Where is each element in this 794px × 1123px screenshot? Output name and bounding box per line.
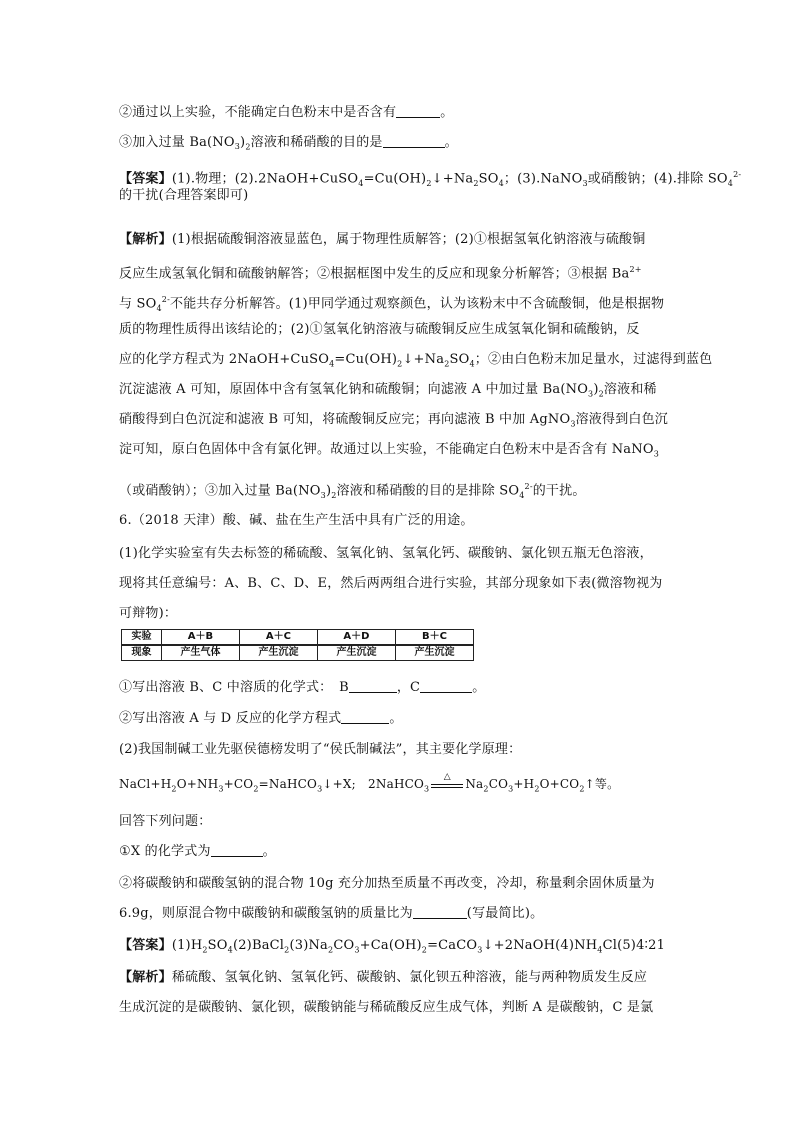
text: 溶液和稀硝酸的目的是排除 SO bbox=[336, 483, 520, 499]
subscript: 2 bbox=[202, 945, 208, 955]
answer-blank bbox=[413, 905, 467, 919]
text: +H bbox=[513, 777, 535, 791]
table-cell: A＋D bbox=[317, 630, 395, 646]
text: 。 bbox=[444, 135, 458, 150]
subscript: 2 bbox=[534, 784, 540, 794]
subscript: 2 bbox=[444, 359, 450, 369]
analysis-line bbox=[119, 969, 679, 987]
answer-tag: 【答案】 bbox=[119, 938, 172, 953]
answer-blank bbox=[420, 679, 472, 693]
subscript: 3 bbox=[317, 784, 323, 794]
subscript: 3 bbox=[424, 784, 430, 794]
table-cell: A＋B bbox=[161, 630, 239, 646]
subscript: 3 bbox=[653, 449, 659, 459]
subscript: 3 bbox=[320, 490, 326, 500]
text: ↓+Na bbox=[431, 171, 474, 187]
analysis-line bbox=[119, 999, 679, 1017]
text: 溶液得到白色沉 bbox=[575, 412, 669, 427]
text: 或硝酸钠；(4).排除 SO bbox=[587, 171, 728, 187]
text: =NaHCO bbox=[258, 777, 318, 791]
text: ③加入过量 Ba(NO bbox=[119, 135, 235, 150]
equation-line bbox=[119, 772, 679, 798]
superscript: 2- bbox=[733, 170, 742, 179]
text: ；(3).NaNO bbox=[503, 171, 583, 187]
text: ②写出溶液 A 与 D 反应的化学方程式 bbox=[119, 711, 342, 726]
text: 现将其任意编号：A、B、C、D、E，然后两两组合进行实验，其部分现象如下表(微溶物视为 bbox=[119, 576, 663, 591]
table-header-row bbox=[122, 630, 474, 646]
text: SO bbox=[207, 938, 228, 953]
analysis-line bbox=[119, 261, 679, 283]
text: Cl(5)4∶21 bbox=[602, 938, 666, 953]
text: O+CO bbox=[539, 777, 580, 791]
subscript: 4 bbox=[227, 945, 233, 955]
subscript: 2 bbox=[284, 945, 290, 955]
text: Na bbox=[465, 777, 484, 791]
answer-blank bbox=[211, 843, 263, 857]
text: ②将碳酸钠和碳酸氢钠的混合物 10g 充分加热至质量不再改变，冷却，称量剩余固休质量为 bbox=[119, 876, 655, 891]
question-line bbox=[119, 134, 679, 157]
superscript: 2- bbox=[161, 295, 170, 304]
answer-blank bbox=[396, 104, 440, 118]
text: NaCl+H bbox=[119, 777, 172, 791]
superscript: 2+ bbox=[629, 265, 642, 274]
text: ↓+Na bbox=[402, 352, 445, 367]
text: 溶液和稀硝酸的目的是 bbox=[250, 135, 383, 150]
answer-line bbox=[119, 187, 679, 205]
text: 。 bbox=[262, 844, 276, 859]
subscript: 2 bbox=[245, 142, 251, 152]
text: =Cu(OH) bbox=[334, 352, 398, 367]
equals-line bbox=[431, 784, 463, 785]
text: 。 bbox=[389, 711, 403, 726]
text: ①X 的化学式为 bbox=[119, 844, 211, 859]
subscript: 4 bbox=[156, 303, 162, 313]
subscript: 2 bbox=[397, 359, 403, 369]
text: 的干扰。 bbox=[532, 483, 586, 499]
text: ) bbox=[325, 483, 332, 499]
subscript: 3 bbox=[570, 419, 576, 429]
delta-icon: △ bbox=[443, 772, 451, 782]
answer-tag: 【答案】 bbox=[119, 171, 172, 187]
subscript: 3 bbox=[234, 142, 241, 151]
table-cell: A＋C bbox=[239, 630, 317, 646]
text: ) bbox=[240, 135, 246, 150]
text: 。 bbox=[440, 105, 454, 120]
text: 质的物理性质得出该结论的；(2)①氢氧化钠溶液与硫酸铜反应生成氢氧化铜和硫酸钠，反 bbox=[119, 322, 640, 337]
table-cell: 产生沉淀 bbox=[395, 645, 473, 661]
answer-blank bbox=[349, 679, 397, 693]
text: (2)我国制碱工业先驱侯德榜发明了“侯氏制碱法”，其主要化学原理： bbox=[119, 742, 522, 757]
text: ②通过以上实验，不能确定白色粉末中是否含有 bbox=[119, 105, 397, 120]
text: =Cu(OH) bbox=[363, 171, 427, 187]
text: 可辩物)： bbox=[119, 606, 178, 621]
subscript: 4 bbox=[358, 178, 364, 188]
analysis-line bbox=[119, 351, 713, 374]
text: 不能共存分析解答。(1)甲同学通过观察颜色，认为该粉末中不含硫酸铜，他是根据物 bbox=[170, 296, 665, 312]
text: (写最简比)。 bbox=[466, 906, 544, 921]
text: 溶液和稀 bbox=[603, 382, 657, 397]
superscript: 2- bbox=[524, 482, 533, 491]
text: 应的化学方程式为 2NaOH+CuSO bbox=[119, 352, 330, 367]
heat-condition-sign bbox=[430, 772, 464, 791]
question-line bbox=[119, 741, 679, 759]
subscript: 4 bbox=[597, 945, 603, 955]
text: (1)H bbox=[171, 938, 203, 953]
subscript: 2 bbox=[483, 784, 489, 794]
question-line bbox=[119, 104, 679, 122]
text: SO bbox=[478, 171, 499, 187]
subscript: 4 bbox=[498, 178, 504, 188]
text: 沉淀滤液 A 可知，原固体中含有氢氧化钠和硫酸铜；向滤液 A 中加过量 Ba(NO bbox=[119, 382, 589, 397]
text: 稀硫酸、氢氧化钠、氢氧化钙、碳酸钠、氯化钡五种溶液，能与两种物质发生反应 bbox=[171, 970, 648, 985]
text: ↓+2NaOH(4)NH bbox=[482, 938, 598, 953]
question-title bbox=[119, 512, 679, 530]
analysis-line bbox=[119, 441, 679, 464]
analysis-line bbox=[119, 291, 679, 318]
analysis-tag: 【解析】 bbox=[119, 232, 172, 247]
text: 。 bbox=[472, 680, 486, 695]
question-line bbox=[119, 545, 679, 563]
analysis-line bbox=[119, 381, 679, 404]
answer-blank bbox=[383, 134, 445, 148]
question-line bbox=[119, 905, 679, 923]
analysis-line bbox=[119, 478, 679, 505]
subscript: 4 bbox=[727, 178, 734, 188]
subscript: 2 bbox=[598, 389, 604, 399]
text: (2)BaCl bbox=[232, 938, 285, 953]
text: ) bbox=[593, 382, 599, 397]
observation-table bbox=[121, 629, 474, 661]
question-line bbox=[119, 605, 679, 623]
subscript: 2 bbox=[473, 178, 479, 188]
equals-line bbox=[431, 787, 463, 788]
table-row bbox=[122, 645, 474, 661]
analysis-line bbox=[119, 231, 679, 249]
text: (1)化学实验室有失去标签的稀硫酸、氢氧化钠、氢氧化钙、碳酸钠、氯化钡五瓶无色溶液， bbox=[119, 546, 653, 561]
text: O+NH bbox=[176, 777, 219, 791]
table-cell: 实验 bbox=[122, 630, 162, 646]
text: 回答下列问题： bbox=[119, 814, 212, 829]
subscript: 2 bbox=[421, 945, 428, 955]
text: CO bbox=[333, 938, 355, 953]
answer-blank bbox=[341, 710, 389, 724]
subscript: 2 bbox=[328, 945, 334, 955]
table-cell: 现象 bbox=[122, 645, 162, 661]
subscript: 3 bbox=[508, 784, 514, 794]
table-cell: 产生沉淀 bbox=[317, 645, 395, 661]
text: (1)根据硫酸铜溶液显蓝色，属于物理性质解答；(2)①根据氢氧化钠溶液与硫酸铜 bbox=[171, 232, 646, 247]
subscript: 2 bbox=[171, 784, 177, 794]
subscript: 4 bbox=[329, 359, 335, 369]
text: ↑等。 bbox=[584, 777, 620, 791]
text: 6.（2018 天津）酸、碱、盐在生产生活中具有广泛的用途。 bbox=[119, 513, 474, 528]
question-line bbox=[119, 813, 679, 831]
text: ，C bbox=[396, 680, 421, 695]
question-line bbox=[119, 710, 679, 728]
subscript: 2 bbox=[331, 490, 337, 500]
text: 与 SO bbox=[119, 296, 157, 312]
question-line bbox=[119, 679, 679, 697]
text: ；②由白色粉末加足量水，过滤得到蓝色 bbox=[474, 352, 713, 367]
subscript: 4 bbox=[469, 359, 475, 369]
subscript: 2 bbox=[579, 784, 585, 794]
question-line bbox=[119, 875, 679, 893]
table-cell: 产生气体 bbox=[161, 645, 239, 661]
subscript: 2 bbox=[253, 784, 259, 794]
text: CO bbox=[488, 777, 509, 791]
subscript: 3 bbox=[218, 784, 224, 794]
text: ①写出溶液 B、C 中溶质的化学式： B bbox=[119, 680, 349, 695]
question-line bbox=[119, 575, 679, 593]
question-line bbox=[119, 843, 679, 861]
subscript: 3 bbox=[588, 389, 594, 399]
subscript: 3 bbox=[582, 178, 588, 188]
table-cell: B＋C bbox=[395, 630, 473, 646]
text: 反应生成氢氧化铜和硫酸钠解答；②根据框图中发生的反应和现象分析解答；③根据 Ba bbox=[119, 266, 630, 282]
text: （或硝酸钠）；③加入过量 Ba(NO bbox=[119, 483, 321, 499]
text: 淀可知，原白色固体中含有氯化钾。故通过以上实验，不能确定白色粉末中是否含有 NaNO bbox=[119, 442, 654, 457]
text: 6.9g，则原混合物中碳酸钠和碳酸氢钠的质量比为 bbox=[119, 906, 413, 921]
answer-line bbox=[119, 937, 679, 960]
text: 的干扰(合理答案即可) bbox=[119, 188, 249, 203]
text: (1).物理；(2).2NaOH+CuSO bbox=[171, 171, 359, 187]
text: SO bbox=[449, 352, 470, 367]
subscript: 3 bbox=[354, 945, 360, 955]
table-cell: 产生沉淀 bbox=[239, 645, 317, 661]
text: 生成沉淀的是碳酸钠、氯化钡，碳酸钠能与稀硫酸反应生成气体，判断 A 是碳酸钠，C 是氯 bbox=[119, 1000, 654, 1015]
subscript: 3 bbox=[477, 945, 483, 955]
text: +Ca(OH) bbox=[359, 938, 422, 953]
subscript: 4 bbox=[519, 490, 525, 500]
text: =CaCO bbox=[427, 938, 478, 953]
subscript: 2 bbox=[426, 178, 432, 188]
text: +CO bbox=[223, 777, 254, 791]
text: 硝酸得到白色沉淀和滤液 B 可知，将硫酸铜反应完；再向滤液 B 中加 AgNO bbox=[119, 412, 571, 427]
analysis-tag: 【解析】 bbox=[119, 970, 172, 985]
text: ↓+X; 2NaHCO bbox=[322, 777, 425, 791]
text: (3)Na bbox=[289, 938, 329, 953]
analysis-line bbox=[119, 411, 679, 434]
analysis-line bbox=[119, 321, 679, 339]
